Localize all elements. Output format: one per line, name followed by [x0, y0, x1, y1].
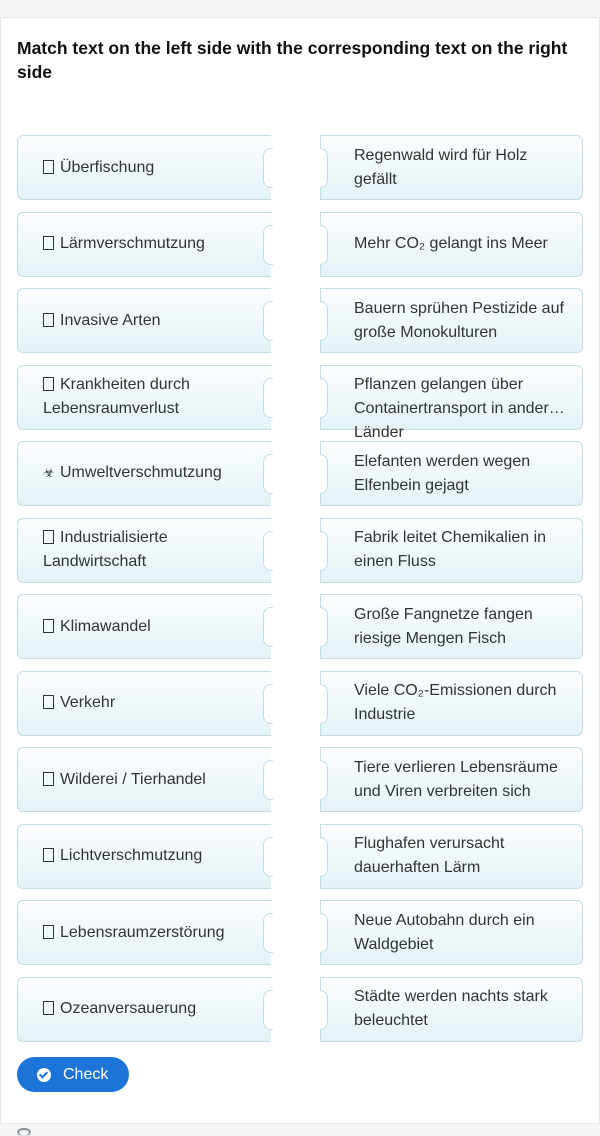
left-item-content [43, 526, 259, 574]
thermometer-icon [43, 619, 54, 633]
right-item-label: Große Fangnetze fangen riesige Mengen Fisch [354, 605, 533, 647]
right-item-label: Fabrik leitet Chemikalien in einen Fluss [354, 529, 547, 570]
check-button-label: Check [63, 1065, 109, 1083]
drop-slot [263, 301, 273, 341]
drop-slot [263, 913, 273, 953]
drag-tab [320, 760, 328, 800]
species-icon [43, 313, 54, 327]
left-item-label: Invasive Arten [60, 311, 161, 329]
right-item[interactable] [320, 671, 583, 736]
right-item-label: Elefanten werden wegen Elfenbein gejagt [354, 452, 531, 494]
left-item-label: Klimawandel [60, 617, 151, 635]
left-item[interactable] [17, 671, 271, 736]
left-item-label: Industrialisierte Landwirtschaft [43, 529, 168, 570]
drop-slot [263, 378, 273, 418]
drop-slot [263, 454, 273, 494]
left-item[interactable] [17, 900, 271, 965]
partial-icon [17, 1128, 31, 1136]
left-item[interactable] [17, 518, 271, 583]
left-item-label: Ozeanversauerung [60, 1000, 197, 1017]
car-icon [43, 695, 54, 709]
left-item-label: Verkehr [60, 694, 116, 711]
drop-slot [263, 684, 273, 724]
left-item-label: Überfischung [60, 158, 155, 176]
left-item-content [43, 997, 196, 1021]
check-button[interactable] [17, 1057, 129, 1092]
virus-icon [43, 377, 54, 391]
tractor-icon [43, 530, 54, 544]
left-item-label: Wilderei / Tierhandel [60, 770, 206, 788]
drag-tab [320, 990, 328, 1030]
drag-tab [320, 684, 328, 724]
drop-slot [263, 148, 273, 188]
drop-slot [263, 531, 273, 571]
left-item-content [43, 615, 151, 639]
right-item[interactable] [320, 824, 583, 889]
fish-icon [43, 160, 54, 174]
right-item[interactable] [320, 977, 583, 1042]
drop-slot [263, 990, 273, 1030]
left-item[interactable] [17, 824, 271, 889]
left-item-content [43, 461, 222, 486]
drag-tab [320, 913, 328, 953]
right-item-label: Städte werden nachts stark beleuchtet [354, 988, 548, 1029]
right-item-label: Bauern sprühen Pestizide auf große Monokulturen [354, 299, 564, 341]
drop-slot [263, 837, 273, 877]
left-item-content [43, 232, 205, 256]
right-item-label: Viele CO₂-Emissionen durch Industrie [354, 682, 557, 723]
drop-slot [263, 225, 273, 265]
right-item[interactable] [320, 212, 583, 277]
drag-tab [320, 301, 328, 341]
drag-tab [320, 531, 328, 571]
right-item[interactable] [320, 900, 583, 965]
left-item[interactable] [17, 288, 271, 353]
left-item-label: Umweltverschmutzung [60, 464, 222, 481]
drag-tab [320, 225, 328, 265]
right-item[interactable] [320, 365, 583, 441]
right-item[interactable] [320, 747, 583, 812]
left-item[interactable] [17, 977, 271, 1042]
left-item-content [43, 844, 202, 868]
drag-tab [320, 454, 328, 494]
noise-icon [43, 236, 54, 250]
drag-tab [320, 148, 328, 188]
left-item[interactable] [17, 747, 271, 812]
elephant-icon [43, 772, 54, 786]
left-item[interactable] [17, 212, 271, 277]
left-item-content [43, 768, 206, 792]
left-item-content [43, 921, 225, 945]
right-item[interactable] [320, 135, 583, 200]
drag-tab [320, 837, 328, 877]
drop-slot [263, 760, 273, 800]
left-item[interactable] [17, 594, 271, 659]
drag-tab [320, 378, 328, 418]
right-item-label: Regenwald wird für Holz gefällt [354, 146, 528, 188]
right-item[interactable] [320, 288, 583, 353]
left-item-content [43, 691, 115, 715]
question-title: Match text on the left side with the corresponding text on the right side [17, 38, 568, 82]
drop-slot [263, 607, 273, 647]
left-item-content [43, 309, 161, 333]
lightbulb-icon [43, 848, 54, 862]
right-item[interactable] [320, 594, 583, 659]
right-item[interactable] [320, 518, 583, 583]
right-item-label: Mehr CO₂ gelangt ins Meer [354, 235, 548, 252]
biohazard-icon: ☣ [43, 466, 55, 481]
wave-icon [43, 1001, 54, 1015]
tree-icon [43, 925, 54, 939]
right-item[interactable] [320, 441, 583, 506]
left-item[interactable] [17, 365, 271, 430]
drag-tab [320, 607, 328, 647]
left-item-label: Lichtverschmutzung [60, 847, 203, 864]
left-item-label: Lebensraumzerstörung [60, 923, 225, 941]
check-circle-icon [37, 1068, 51, 1082]
left-item-content [43, 373, 259, 421]
left-item[interactable] [17, 441, 271, 506]
left-item-content [43, 156, 154, 180]
right-item-label: Neue Autobahn durch ein Waldgebiet [354, 911, 535, 953]
right-item-label: Tiere verlieren Lebensräume und Viren verbreiten sich [354, 758, 558, 800]
left-item[interactable] [17, 135, 271, 200]
left-item-label: Krankheiten durch Lebensraumverlust [43, 376, 190, 417]
right-item-label: Pflanzen gelangen über Containertransport in andere Länder [354, 376, 558, 441]
right-item-label: Flughafen verursacht dauerhaften Lärm [354, 835, 505, 876]
left-item-label: Lärmverschmutzung [60, 235, 205, 252]
